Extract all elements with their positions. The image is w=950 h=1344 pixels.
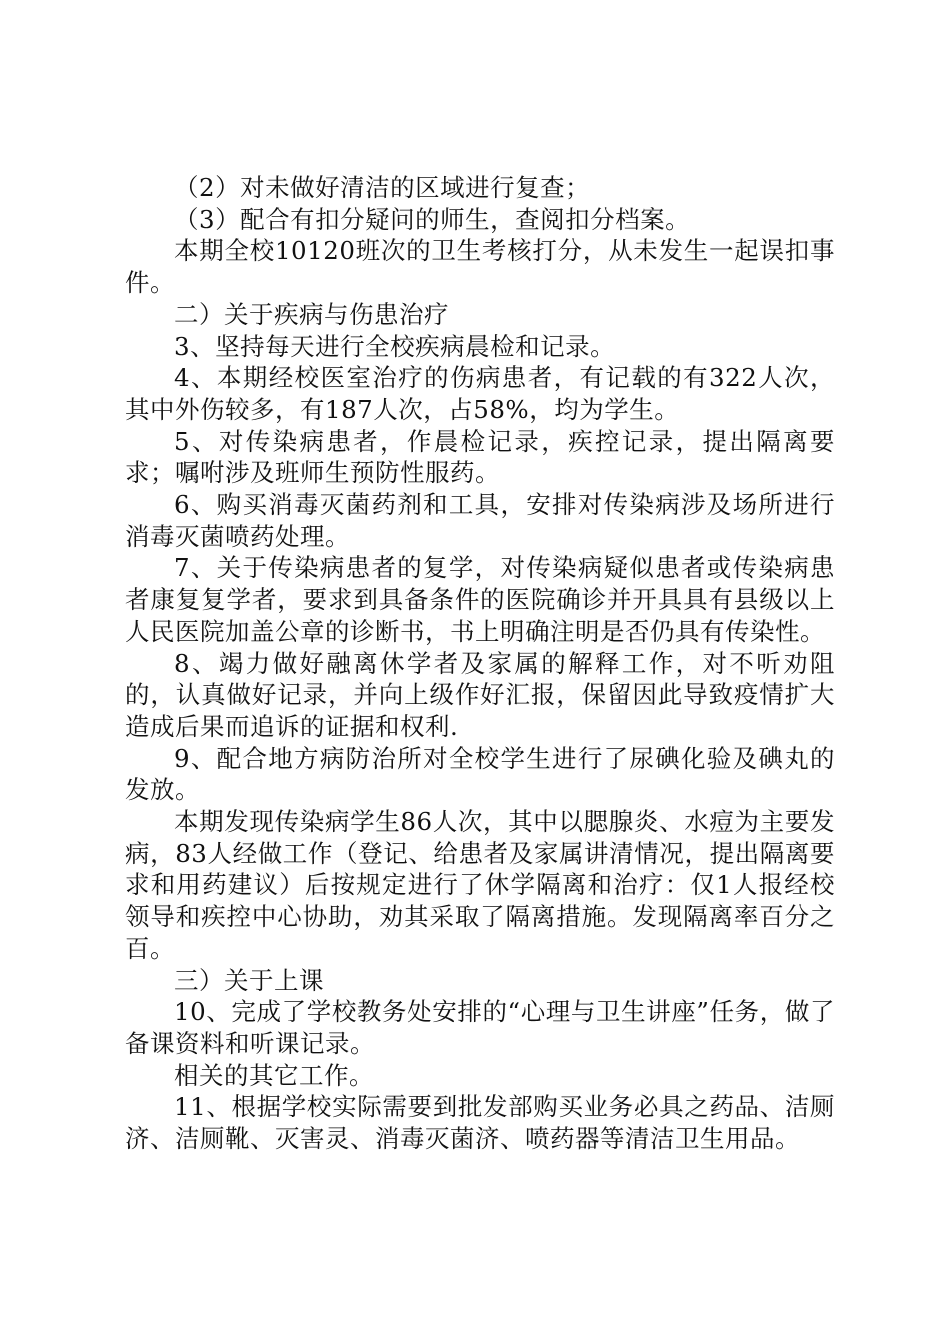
paragraph-inspection-recheck: （2）对未做好清洁的区域进行复查；	[174, 173, 591, 202]
document-page	[125, 172, 835, 1155]
paragraph-item-5: 5、对传染病患者，作晨检记录，疾控记录，提出隔离要求；嘱咐涉及班师生预防性服药。	[125, 426, 835, 488]
paragraph-other-work: 相关的其它工作。	[174, 1060, 374, 1090]
paragraph-item-8: 8、竭力做好融离休学者及家属的解释工作，对不听劝阻的，认真做好记录，并向上级作好汇报，保留因此导致疫情扩大造成后果而追诉的证据和权利.	[125, 648, 835, 741]
section-heading-disease-treatment: 二）关于疾病与伤患治疗	[174, 299, 449, 329]
paragraph-item-10: 10、完成了学校教务处安排的“心理与卫生讲座”任务，做了备课资料和听课记录。	[125, 997, 835, 1058]
paragraph-infectious-summary: 本期发现传染病学生86人次，其中以腮腺炎、水痘为主要发病，83人经做工作（登记、给患者及家属讲清情况，提出隔离要求和用药建议）后按规定进行了休学隔离和治疗：仅1人报经校领导和疾控中心协助，劝其采取了隔离措施。发现隔离率百分之百。	[125, 807, 835, 963]
paragraph-hygiene-scoring: 本期全校10120班次的卫生考核打分，从未发生一起误扣事件。	[125, 236, 835, 298]
section-heading-classes: 三）关于上课	[174, 965, 324, 995]
paragraph-item-6: 6、购买消毒灭菌药剂和工具，安排对传染病涉及场所进行消毒灭菌喷药处理。	[125, 490, 835, 551]
paragraph-item-3: 3、坚持每天进行全校疾病晨检和记录。	[174, 331, 616, 361]
paragraph-item-11: 11、根据学校实际需要到批发部购买业务必具之药品、洁厕济、洁厕靴、灭害灵、消毒灭菌济、喷药器等清洁卫生用品。	[125, 1092, 835, 1154]
paragraph-deduction-records: （3）配合有扣分疑问的师生，查阅扣分档案。	[174, 204, 691, 234]
paragraph-item-9: 9、配合地方病防治所对全校学生进行了尿碘化验及碘丸的发放。	[125, 743, 835, 805]
paragraph-item-7: 7、关于传染病患者的复学，对传染病疑似患者或传染病患者康复复学者，要求到具备条件的医院确诊并开具具有县级以上人民医院加盖公章的诊断书，书上明确注明是否仍具有传染性。	[125, 553, 835, 646]
paragraph-item-4: 4、本期经校医室治疗的伤病患者，有记载的有322人次，其中外伤较多，有187人次，占58%，均为学生。	[125, 363, 835, 424]
